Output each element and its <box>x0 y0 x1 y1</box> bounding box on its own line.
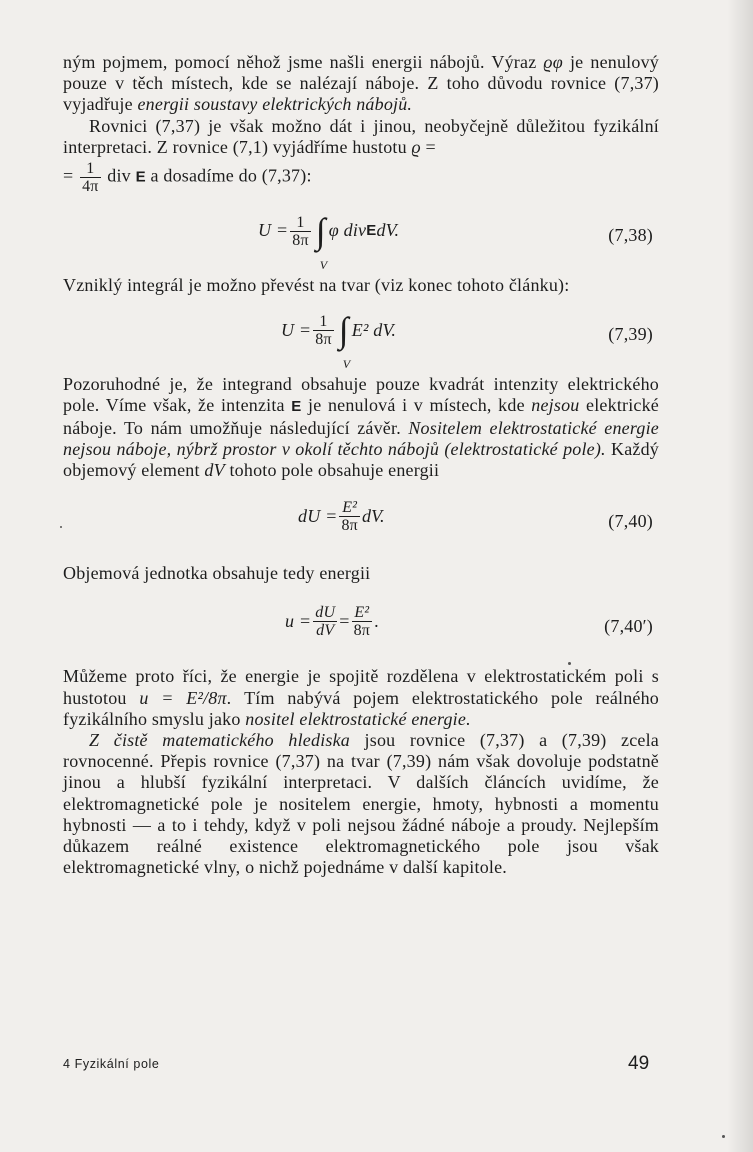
fraction-1-4pi: $\frac{1}{4\pi}$ <box>82 160 99 196</box>
equation-number: (7,39) <box>608 324 653 345</box>
integral-sign: ∫ V <box>315 211 328 273</box>
vector-E: E <box>135 168 146 186</box>
print-speck <box>60 526 62 528</box>
paragraph-5: Objemová jednotka obsahuje tedy energii <box>63 563 371 584</box>
page-number: 49 <box>628 1053 650 1074</box>
paragraph-3: Vzniklý integrál je možno převést na tvar (viz konec tohoto článku): <box>63 275 570 296</box>
italic-conclusion: Nositelem elektrostatické energie nejsou náboje, nýbrž prostor v okolí těchto nábojů (elektrostatické pole). <box>63 417 659 459</box>
paragraph-1: ným pojmem, pomocí něhož jsme našli energii nábojů. Výraz ϱφ je nenulový pouze v těch místech, kde se nalézají náboje. Z toho důvodu rovnice (7,37) vyjadřuje energii soustavy elektrických nábojů. <box>63 52 659 115</box>
equation-7-40-prime: u = $\frac{dU}{dV}$ = $\frac{\text{E²}}{8\pi}$ . (7,40′) <box>285 604 653 640</box>
paragraph-4: Pozoruhodné je, že integrand obsahuje pouze kvadrát intenzity elektrického pole. Víme však, že intenzita E je nenulová i v místech, kde nejsou elektrické náboje. To nám umožňuje následující závěr. Nositelem elektrostatické energie nejsou náboje, nýbrž prostor v okolí těchto nábojů (elektrostatické pole). Každý objemový element dV tohoto pole obsahuje energii <box>63 374 659 481</box>
rho-phi-symbol: ϱφ <box>543 52 563 72</box>
text-block <box>63 52 659 878</box>
equation-number: (7,40′) <box>604 616 653 637</box>
paragraph-6: Můžeme proto říci, že energie je spojitě rozdělena v elektrostatickém poli s hustotou u = E²/8π. Tím nabývá pojem elektrostatického pole reálného fyzikálního smyslu jako nositel elektrostatické energie. <box>63 666 660 729</box>
page-edge-shadow <box>727 0 753 1152</box>
print-speck <box>722 1135 725 1138</box>
paragraph-2-cont: = $\frac{1}{4\pi}$ div E a dosadíme do (7,37): <box>63 160 312 196</box>
integral-sign: ∫ V <box>338 310 351 372</box>
equation-number: (7,40) <box>608 511 653 532</box>
equation-7-38: U = $\frac{1}{8\pi}$ ∫ V φ div E dV. (7,38) <box>258 211 653 273</box>
print-speck <box>568 662 571 665</box>
chapter-footer: 4 Fyzikální pole <box>63 1057 160 1071</box>
paragraph-2: Rovnici (7,37) je však možno dát i jinou, neobyčejně důležitou fyzikální interpretaci. Z rovnice (7,1) vyjádříme hustotu ϱ = <box>63 115 659 157</box>
equation-number: (7,38) <box>608 225 653 246</box>
paragraph-7: Z čistě matematického hlediska jsou rovnice (7,37) a (7,39) zcela rovnocenné. Přepis rovnice (7,37) na tvar (7,39) nám však dovoluje podstatně jinou a hlubší fyzikální interpretaci. V dalších článcích uvidíme, že elektromagnetické pole je nositelem energie, hmoty, hybnosti a momentu hybnosti — a to i tehdy, když v poli nejsou žádné náboje a proudy. Nejlepším důkazem reálné existence elektromagnetického pole jsou však elektromagnetické vlny, o nichž pojednáme v další kapitole. <box>63 730 659 878</box>
italic-emphasis: energii soustavy elektrických nábojů. <box>137 94 413 115</box>
equation-7-40: dU = $\frac{\text{E²}}{8\pi}$ dV. (7,40) <box>298 499 653 535</box>
equation-7-39: U = $\frac{1}{8\pi}$ ∫ V E² dV. (7,39) <box>281 310 653 372</box>
